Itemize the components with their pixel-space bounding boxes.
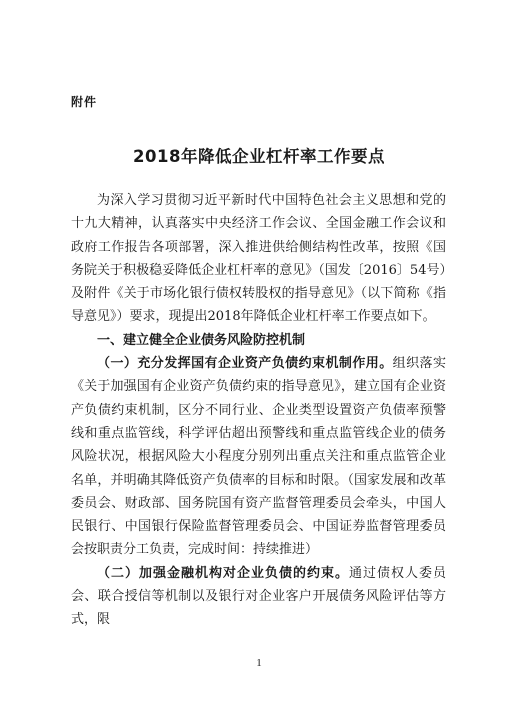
section-heading: 一、建立健全企业债务风险防控机制 bbox=[97, 332, 306, 348]
item-1-lead: （一）充分发挥国有企业资产负债约束机制作用。 bbox=[97, 356, 393, 372]
item-2-body: 通过债权人委员会、联合授信等机制以及银行对企业客户开展债务风险评估等方式，限 bbox=[71, 565, 446, 628]
attachment-label: 附件 bbox=[71, 95, 98, 109]
item-paragraph-1 bbox=[71, 352, 446, 562]
document-title: 2018年降低企业杠杆率工作要点 bbox=[133, 147, 385, 166]
item-1-body: 组织落实《关于加强国有企业资产负债约束的指导意见》，建立国有企业资产负债约束机制，区分不同行业、企业类型设置资产负债率预警线和重点监管线，科学评估超出预警线和重点监管线企业的债务风险状况，根据风险大小程度分别列出重点关注和重点监管企业名单，并明确其降低资产负债率的目标和时限。（国家发展和改革委员会、财政部、国务院国有资产监督管理委员会牵头，中国人民银行、中国银行保险监督管理委员会、中国证券监督管理委员会按职责分工负责，完成时间：持续推进） bbox=[71, 356, 446, 558]
page-number: 1 bbox=[256, 657, 262, 669]
intro-paragraph: 为深入学习贯彻习近平新时代中国特色社会主义思想和党的十九大精神，认真落实中央经济工作会议、全国金融工作会议和政府工作报告各项部署，深入推进供给侧结构性改革，按照《国务院关于积极稳妥降低企业杠杆率的意见》（国发〔2016〕54号）及附件《关于市场化银行债权转股权的指导意见》（以下简称《指导意见》）要求，现提出2018年降低企业杠杆率工作要点如下。 bbox=[71, 193, 446, 325]
document-body bbox=[71, 189, 446, 632]
item-2-lead: （二）加强金融机构对企业负债的约束。 bbox=[97, 565, 349, 581]
item-paragraph-2 bbox=[71, 562, 446, 632]
